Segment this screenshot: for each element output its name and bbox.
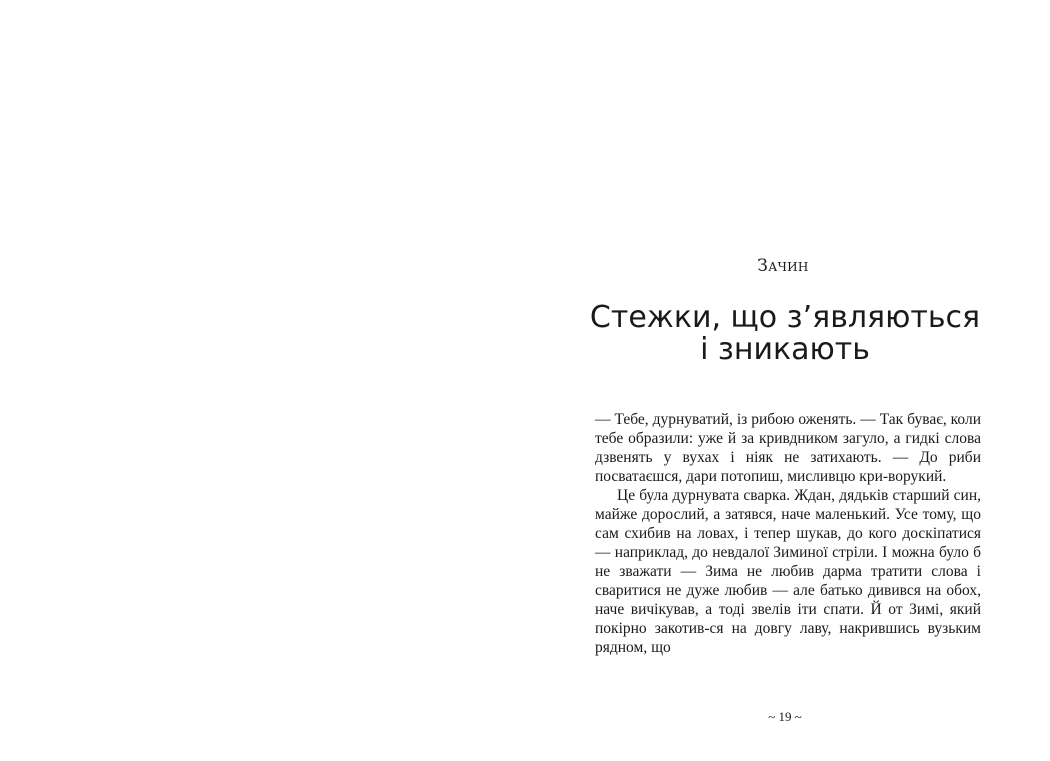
chapter-title-line-1: Стежки, що з’являються xyxy=(589,300,981,335)
chapter-title-line-2: і зникають xyxy=(700,332,870,367)
body-text xyxy=(595,410,981,657)
right-page xyxy=(525,0,1050,761)
paragraph: Це була дурнувата сварка. Ждан, дядьків старший син, майже дорослий, а затявся, наче маленький. Усе тому, що сам схибив на ловах, і тепер шукав, до кого доскіпатися — наприклад, до невдалої Зиминої стріли. І можна було б не зважати — Зима не любив дарма тратити слова і сваритися не дуже любив — але батько дивився на обох, наче вичікував, а тоді звелів іти спати. Й от Зимі, який покірно закотив-ся на довгу лаву, накрившись вузьким рядном, що xyxy=(595,487,981,656)
paragraph: — Тебе, дурнуватий, із рибою оженять. — Так буває, коли тебе образили: уже й за кривдником загуло, а гидкі слова дзвенять у вухах і ніяк не затихають. — До риби посватаєшся, дари потопиш, мисливцю кри-ворукий. xyxy=(595,411,981,485)
chapter-label: Зачин xyxy=(757,256,809,276)
page-number: ~ 19 ~ xyxy=(768,709,802,724)
chapter-title xyxy=(588,302,982,366)
